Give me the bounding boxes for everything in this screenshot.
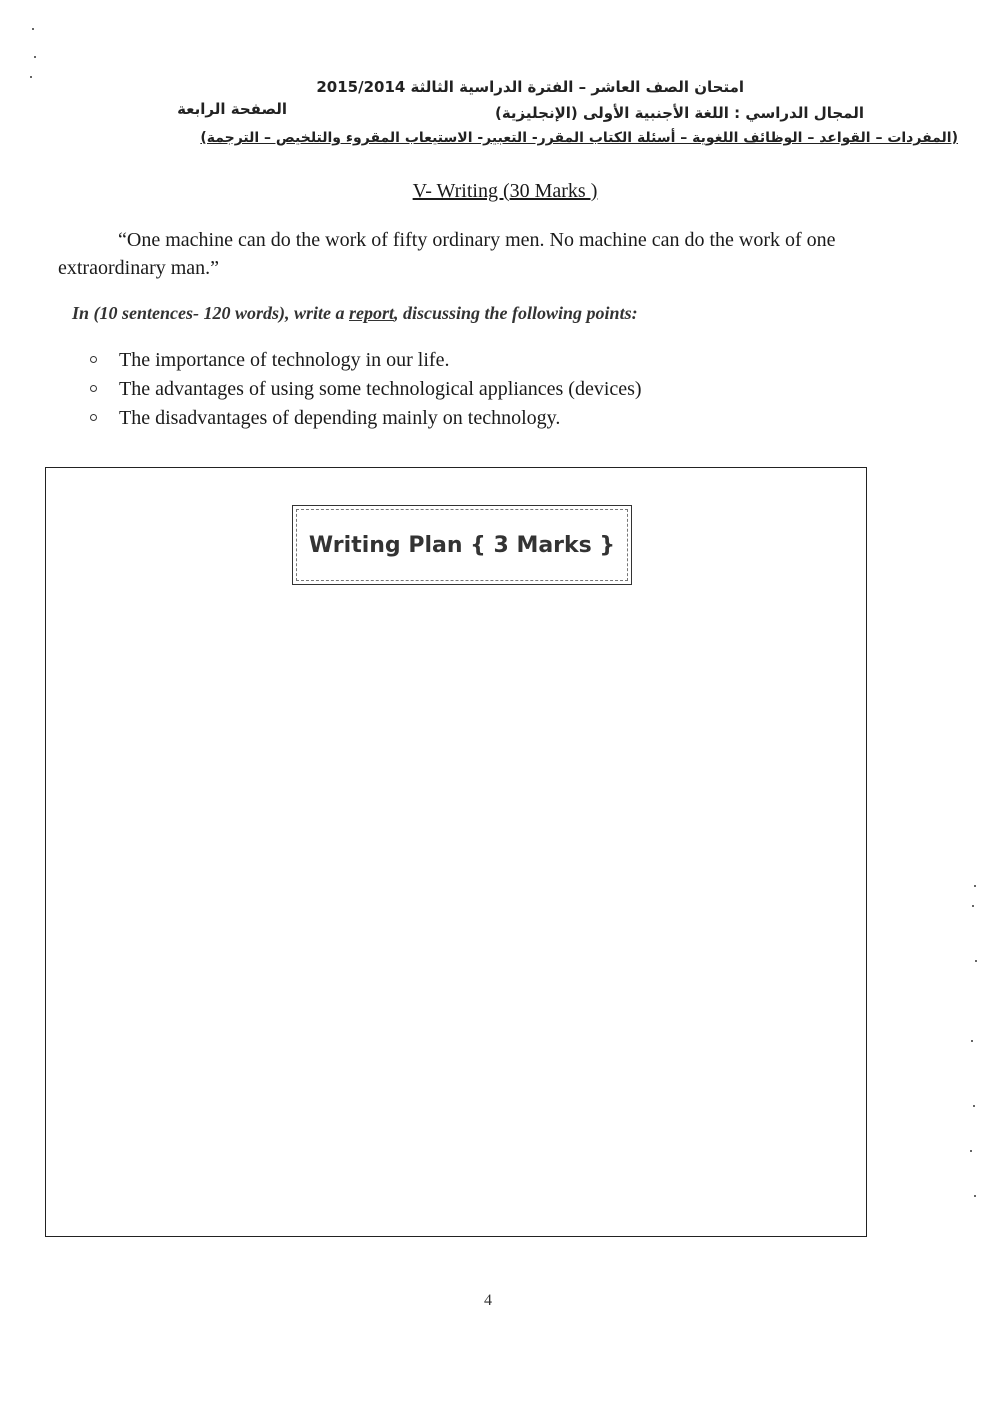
scan-speck — [974, 1195, 976, 1197]
writing-plan-label: Writing Plan { 3 Marks } — [308, 532, 616, 558]
point-text: The disadvantages of depending mainly on technology. — [119, 407, 561, 429]
page-label: الصفحة الرابعة — [177, 100, 287, 118]
scan-speck — [34, 56, 36, 58]
page-number: 4 — [484, 1292, 492, 1309]
list-item — [88, 375, 642, 404]
subject-line: المجال الدراسي : اللغة الأجنبية الأولى (الإنجليزية) — [494, 104, 864, 122]
scan-speck — [30, 76, 32, 78]
instruction-before: In (10 sentences- 120 words), write a — [72, 303, 350, 323]
section-title: V- Writing (30 Marks ) — [412, 180, 598, 202]
writing-plan-box — [292, 505, 632, 585]
point-text: The advantages of using some technological appliances (devices) — [119, 378, 642, 400]
exam-components: (المفردات – القواعد – الوظائف اللغوية – أسئلة الكتاب المقرر- التعبير- الاستيعاب المقروء والتلخيص – الترجمة) — [200, 130, 958, 146]
list-item — [88, 404, 642, 433]
scan-speck — [32, 28, 34, 30]
scan-speck — [975, 960, 977, 962]
quote: “One machine can do the work of fifty ordinary men. No machine can do the work of one extraordinary man.” — [58, 229, 836, 279]
bullet-icon — [90, 356, 97, 363]
bullet-icon — [90, 414, 97, 421]
scan-speck — [972, 905, 974, 907]
bullet-icon — [90, 385, 97, 392]
scan-speck — [974, 885, 976, 887]
list-item — [88, 346, 642, 375]
instruction-emphasis: report — [349, 303, 395, 323]
scan-speck — [970, 1150, 972, 1152]
exam-title: امتحان الصف العاشر – الفترة الدراسية الثالثة 2015/2014 — [316, 78, 744, 96]
point-text: The importance of technology in our life. — [119, 349, 450, 371]
scan-speck — [973, 1105, 975, 1107]
instruction — [72, 303, 638, 324]
instruction-after: , discussing the following points: — [394, 303, 638, 323]
points-list — [88, 346, 642, 433]
writing-plan-inner-border — [296, 509, 628, 581]
scan-speck — [971, 1040, 973, 1042]
